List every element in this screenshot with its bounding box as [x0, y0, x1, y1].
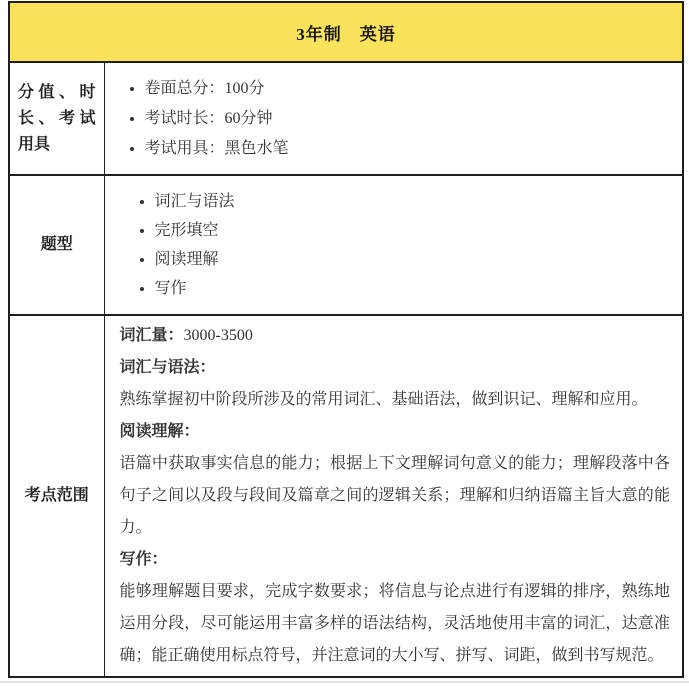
list-item: • 卷面总分：100分: [145, 78, 673, 100]
list-item: • 阅读理解: [155, 249, 673, 271]
row-label-question-types: 题型: [9, 175, 104, 315]
scope-paragraph-heading: 词汇与语法：: [119, 359, 216, 376]
row-label-exam-scope: 考点范围: [9, 315, 104, 677]
row-label-score-duration-tools: 分值、时长、考试用具: [9, 62, 104, 175]
list-item: • 写作: [155, 278, 673, 300]
scope-paragraph-heading: 词汇量：: [119, 327, 184, 344]
scope-paragraph-heading: 阅读理解：: [119, 423, 200, 440]
score-duration-tools-list: [119, 78, 673, 160]
table-row: [9, 175, 683, 315]
scope-paragraph: [120, 448, 671, 544]
scope-paragraph-text: 能够理解题目要求，完成字数要求；将信息与论点进行有逻辑的排序，熟练地运用分段，尽可能运用丰富多样的语法结构，灵活地使用丰富的词汇，达意准确；能正确使用标点符号，并注意词的大小写、拼写、词距，做到书写规范。: [119, 583, 670, 664]
scope-paragraph: [120, 352, 671, 384]
scope-paragraph-text: 熟练掌握初中阶段所涉及的常用词汇、基础语法，做到识记、理解和应用。: [119, 391, 648, 408]
scope-paragraph-heading: 写作：: [119, 551, 168, 568]
table-row: [9, 315, 683, 677]
scope-paragraph: [120, 384, 671, 416]
score-duration-tools-cell: [104, 62, 683, 175]
list-item: • 词汇与语法: [155, 191, 673, 213]
scope-paragraph-text: 3000-3500: [183, 327, 253, 344]
table-header-row: [9, 2, 683, 62]
table-row: [9, 62, 683, 175]
table-title: 3年制 英语: [9, 2, 683, 62]
question-types-list: [119, 191, 673, 300]
page-divider-line: [0, 681, 689, 683]
scope-paragraph: [120, 544, 671, 576]
scope-paragraph: [120, 576, 671, 672]
exam-info-table: [8, 1, 684, 678]
scope-paragraph-text: 语篇中获取事实信息的能力；根据上下文理解词句意义的能力；理解段落中各句子之间以及段与段间及篇章之间的逻辑关系；理解和归纳语篇主旨大意的能力。: [119, 455, 670, 536]
list-item: • 考试用具：黑色水笔: [145, 138, 673, 160]
scope-paragraph: [120, 320, 671, 352]
list-item: • 考试时长：60分钟: [145, 108, 673, 130]
list-item: • 完形填空: [155, 220, 673, 242]
scope-paragraph: [120, 416, 671, 448]
question-types-cell: [104, 175, 683, 315]
exam-scope-content: [104, 315, 683, 677]
